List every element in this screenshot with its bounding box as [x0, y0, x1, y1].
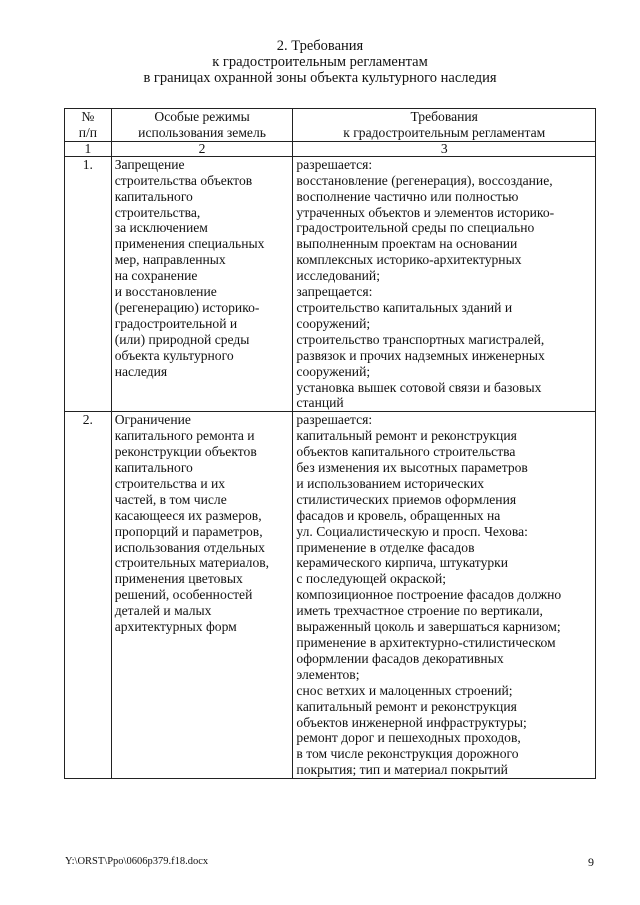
header-number-line: №	[81, 109, 95, 124]
mode-line: (регенерацию) историко-	[114, 299, 260, 315]
requirement-line: капитальный ремонт и реконструкция	[296, 428, 517, 444]
header-mode-line: Особые режимы	[154, 109, 250, 124]
mode-line: решений, особенностей	[114, 587, 253, 603]
mode-line: Ограничение	[114, 412, 191, 428]
requirement-line: строительство транспортных магистралей,	[296, 331, 545, 347]
requirement-line: элементов;	[296, 666, 360, 682]
table-row	[65, 156, 596, 412]
requirement-line: комплексных историко-архитектурных	[296, 252, 522, 268]
row-number: 2.	[65, 412, 112, 779]
requirement-line: восполнение частично или полностью	[296, 188, 519, 204]
header-requirements-line: к градостроительным регламентам	[343, 124, 546, 140]
requirement-line: покрытия; тип и материал покрытий	[296, 762, 508, 778]
mode-line: строительства и их	[114, 475, 226, 491]
header-number-line: п/п	[78, 124, 98, 140]
requirement-line: станций	[296, 395, 344, 411]
requirement-line: запрещается:	[296, 284, 373, 300]
mode-line: пропорций и параметров,	[114, 523, 263, 539]
table-header-row	[65, 109, 596, 142]
requirement-line: и использованием исторических	[296, 475, 485, 491]
mode-line: наследия	[114, 363, 168, 379]
mode-line: реконструкции объектов	[114, 444, 257, 460]
header-number	[65, 109, 112, 142]
mode-line: (или) природной среды	[114, 331, 250, 347]
requirement-line: в том числе реконструкция дорожного	[296, 746, 519, 762]
requirement-line: строительство капитальных зданий и	[296, 299, 513, 315]
requirement-line: иметь трехчастное строение по вертикали,	[296, 603, 543, 619]
requirement-line: выполненным проектам на основании	[296, 236, 518, 252]
mode-line: архитектурных форм	[114, 619, 237, 635]
mode-line: применения специальных	[114, 236, 265, 252]
column-index: 3	[293, 141, 596, 156]
requirement-line: без изменения их высотных параметров	[296, 460, 528, 476]
mode-line: частей, в том числе	[114, 491, 227, 507]
row-mode-cell	[111, 156, 293, 412]
requirement-line: стилистических приемов оформления	[296, 491, 517, 507]
document-title	[0, 38, 640, 86]
requirement-line: исследований;	[296, 268, 380, 284]
mode-line: и восстановление	[114, 284, 217, 300]
requirement-line: сооружений;	[296, 315, 371, 331]
header-mode	[111, 109, 293, 142]
requirement-line: сооружений;	[296, 363, 371, 379]
requirement-line: разрешается:	[296, 412, 373, 428]
table-row	[65, 412, 596, 779]
requirement-line: снос ветхих и малоценных строений;	[296, 682, 513, 698]
column-index-row	[65, 141, 596, 156]
requirement-line: с последующей окраской;	[296, 571, 447, 587]
row-requirements-cell	[293, 412, 596, 779]
row-number: 1.	[65, 156, 112, 412]
requirement-line: композиционное построение фасадов должно	[296, 587, 562, 603]
column-index: 2	[111, 141, 293, 156]
requirement-line: объектов капитального строительства	[296, 444, 516, 460]
row-requirements-cell	[293, 156, 596, 412]
requirement-line: применение в отделке фасадов	[296, 539, 475, 555]
requirement-line: оформлении фасадов декоративных	[296, 650, 504, 666]
row-mode-cell	[111, 412, 293, 779]
header-requirements	[293, 109, 596, 142]
requirement-line: развязок и прочих надземных инженерных	[296, 347, 545, 363]
header-mode-line: использования земель	[138, 124, 266, 140]
title-line-3: в границах охранной зоны объекта культурного наследия	[143, 70, 497, 86]
mode-line: на сохранение	[114, 268, 198, 284]
requirement-line: выраженный цоколь и завершаться карнизом;	[296, 619, 561, 635]
requirement-line: керамического кирпича, штукатурки	[296, 555, 509, 571]
mode-line: градостроительной и	[114, 315, 238, 331]
title-line-2: к градостроительным регламентам	[212, 54, 428, 70]
requirement-line: установка вышек сотовой связи и базовых	[296, 379, 542, 395]
file-path: Y:\ORST\Ppo\0606p379.f18.docx	[65, 856, 209, 867]
mode-line: за исключением	[114, 220, 208, 236]
requirement-line: применение в архитектурно-стилистическом	[296, 635, 556, 650]
requirement-line: градостроительной среды по специально	[296, 220, 535, 236]
requirement-line: утраченных объектов и элементов историко-	[296, 204, 555, 220]
requirement-line: разрешается:	[296, 156, 373, 172]
column-index: 1	[65, 141, 112, 156]
requirement-line: фасадов и кровель, обращенных на	[296, 507, 501, 523]
mode-line: строительных материалов,	[114, 555, 270, 571]
requirement-line: ремонт дорог и пешеходных проходов,	[296, 730, 521, 746]
mode-line: использования отдельных	[114, 539, 265, 555]
mode-line: деталей и малых	[114, 603, 212, 619]
title-line-1: 2. Требования	[276, 38, 364, 54]
mode-line: капитального	[114, 188, 193, 204]
requirement-line: объектов инженерной инфраструктуры;	[296, 714, 527, 730]
mode-line: строительства объектов	[114, 172, 253, 188]
requirement-line: восстановление (регенерация), воссоздание,	[296, 172, 553, 188]
mode-line: капитального	[114, 460, 193, 476]
mode-line: Запрещение	[114, 156, 185, 172]
header-requirements-line: Требования	[410, 109, 478, 124]
page-number: 9	[588, 855, 594, 869]
mode-line: объекта культурного	[114, 347, 234, 363]
mode-line: мер, направленных	[114, 252, 226, 268]
requirement-line: капитальный ремонт и реконструкция	[296, 698, 517, 714]
requirement-line: ул. Социалистическую и просп. Чехова:	[296, 523, 528, 539]
requirements-table	[64, 108, 596, 779]
mode-line: строительства,	[114, 204, 201, 220]
mode-line: применения цветовых	[114, 571, 243, 587]
mode-line: капитального ремонта и	[114, 428, 255, 444]
mode-line: касающееся их размеров,	[114, 507, 262, 523]
